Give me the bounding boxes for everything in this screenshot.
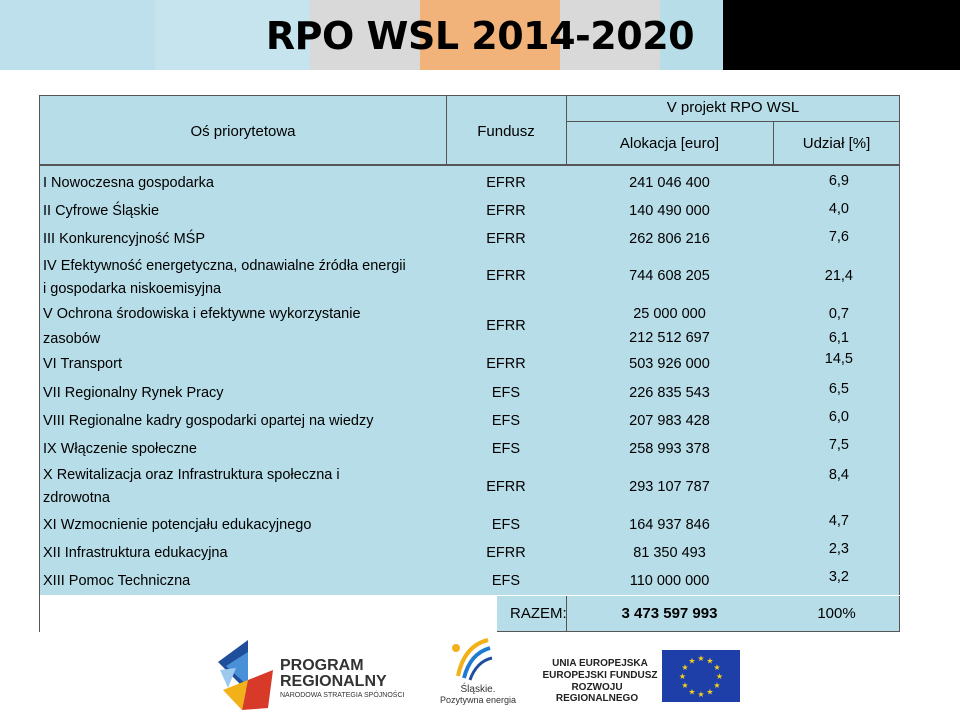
header-divider-3	[566, 121, 900, 122]
row-allocation: 207 983 428	[629, 413, 710, 429]
svg-text:★: ★	[681, 681, 689, 690]
row-fund: EFS	[491, 573, 521, 589]
row-fund: EFRR	[486, 203, 526, 219]
row-share: 6,0	[828, 409, 849, 425]
row-fund: EFRR	[486, 318, 526, 334]
svg-text:★: ★	[678, 672, 687, 681]
row-share: 7,6	[828, 229, 849, 245]
row-share: 2,3	[828, 541, 849, 557]
program-logo-line3: NARODOWA STRATEGIA SPÓJNOŚCI	[280, 692, 405, 699]
row-axis-label: IV Efektywność energetyczna, odnawialne źródła energii	[43, 258, 406, 274]
allocation-table	[39, 95, 900, 632]
slaskie-emblem	[448, 636, 496, 682]
row-allocation: 293 107 787	[629, 479, 710, 495]
svg-text:★: ★	[715, 672, 724, 681]
svg-text:★: ★	[713, 681, 721, 690]
page-title: RPO WSL 2014-2020	[265, 14, 695, 58]
header-fund: Fundusz	[477, 123, 535, 140]
svg-text:★: ★	[688, 687, 696, 697]
program-logo-line2: REGIONALNY	[280, 673, 387, 690]
eu-logo-line1: UNIA EUROPEJSKA	[552, 658, 648, 669]
program-regionalny-emblem	[218, 640, 273, 710]
row-axis-label: VII Regionalny Rynek Pracy	[43, 385, 224, 401]
row-fund: EFRR	[486, 231, 526, 247]
row-axis-label: VI Transport	[43, 356, 122, 372]
row-fund: EFRR	[486, 356, 526, 372]
row-share: 8,4	[828, 467, 849, 483]
header-project: V projekt RPO WSL	[666, 99, 800, 116]
row-share: 0,7	[828, 306, 849, 322]
row-share: 21,4	[824, 268, 853, 284]
row-axis-label: XIII Pomoc Techniczna	[43, 573, 191, 589]
row-axis-label: I Nowoczesna gospodarka	[43, 175, 214, 191]
svg-text:★: ★	[706, 687, 714, 697]
svg-text:★: ★	[688, 656, 696, 666]
row-axis-label: XII Infrastruktura edukacyjna	[43, 545, 228, 561]
slaskie-logo-line2: Pozytywna energia	[439, 695, 517, 705]
row-allocation: 164 937 846	[629, 517, 710, 533]
total-blank-area	[40, 596, 497, 632]
svg-text:★: ★	[697, 654, 705, 663]
row-axis-label: X Rewitalizacja oraz Infrastruktura społeczna i	[43, 467, 340, 483]
row-share: 3,2	[828, 569, 849, 585]
row-share: 6,9	[828, 173, 849, 189]
svg-text:★: ★	[706, 656, 714, 666]
row-allocation-secondary: 212 512 697	[629, 330, 710, 346]
row-allocation: 140 490 000	[629, 203, 710, 219]
row-share-secondary: 6,1	[828, 330, 849, 346]
row-fund: EFS	[491, 413, 521, 429]
row-axis-label: IX Włączenie społeczne	[43, 441, 197, 457]
row-share: 4,0	[828, 201, 849, 217]
total-share: 100%	[817, 605, 856, 622]
row-allocation: 744 608 205	[629, 268, 710, 284]
row-share: 14,5	[824, 351, 853, 367]
header-allocation: Alokacja [euro]	[619, 135, 720, 152]
row-allocation: 241 046 400	[629, 175, 710, 191]
row-fund: EFS	[491, 385, 521, 401]
row-share: 7,5	[828, 437, 849, 453]
svg-text:★: ★	[697, 690, 705, 699]
program-logo-line1: PROGRAM	[280, 657, 364, 674]
row-fund: EFRR	[486, 545, 526, 561]
row-fund: EFRR	[486, 268, 526, 284]
row-axis-label: V Ochrona środowiska i efektywne wykorzystanie	[43, 306, 361, 322]
svg-text:★: ★	[713, 663, 721, 672]
svg-text:★: ★	[681, 663, 689, 672]
eu-logo-line2: EUROPEJSKI FUNDUSZ	[542, 670, 658, 681]
row-allocation: 503 926 000	[629, 356, 710, 372]
total-allocation: 3 473 597 993	[621, 605, 718, 622]
row-allocation: 226 835 543	[629, 385, 710, 401]
row-axis-label: III Konkurencyjność MŚP	[43, 231, 205, 247]
eu-flag-icon	[662, 650, 740, 702]
eu-logo-line3: ROZWOJU REGIONALNEGO	[555, 682, 639, 704]
row-allocation: 25 000 000	[633, 306, 706, 322]
row-share: 6,5	[828, 381, 849, 397]
row-fund: EFRR	[486, 175, 526, 191]
footer-logos	[0, 636, 960, 716]
row-share: 4,7	[828, 513, 849, 529]
row-fund: EFRR	[486, 479, 526, 495]
header-bottom-line	[40, 164, 900, 166]
row-axis-label: II Cyfrowe Śląskie	[43, 203, 160, 219]
row-axis-label: XI Wzmocnienie potencjału edukacyjnego	[43, 517, 312, 533]
row-axis-label-continued: i gospodarka niskoemisyjna	[43, 281, 222, 297]
row-axis-label: VIII Regionalne kadry gospodarki opartej na wiedzy	[43, 413, 374, 429]
row-allocation: 262 806 216	[629, 231, 710, 247]
slaskie-logo-line1: Śląskie.	[460, 684, 496, 695]
row-allocation: 110 000 000	[629, 573, 710, 589]
total-label: RAZEM:	[510, 605, 567, 622]
row-allocation: 81 350 493	[633, 545, 706, 561]
header-axis: Oś priorytetowa	[190, 123, 296, 140]
row-allocation: 258 993 378	[629, 441, 710, 457]
row-fund: EFS	[491, 517, 521, 533]
row-fund: EFS	[491, 441, 521, 457]
header-share: Udział [%]	[802, 135, 871, 152]
row-axis-label-continued: zdrowotna	[43, 490, 110, 506]
row-axis-label-continued: zasobów	[43, 331, 101, 347]
